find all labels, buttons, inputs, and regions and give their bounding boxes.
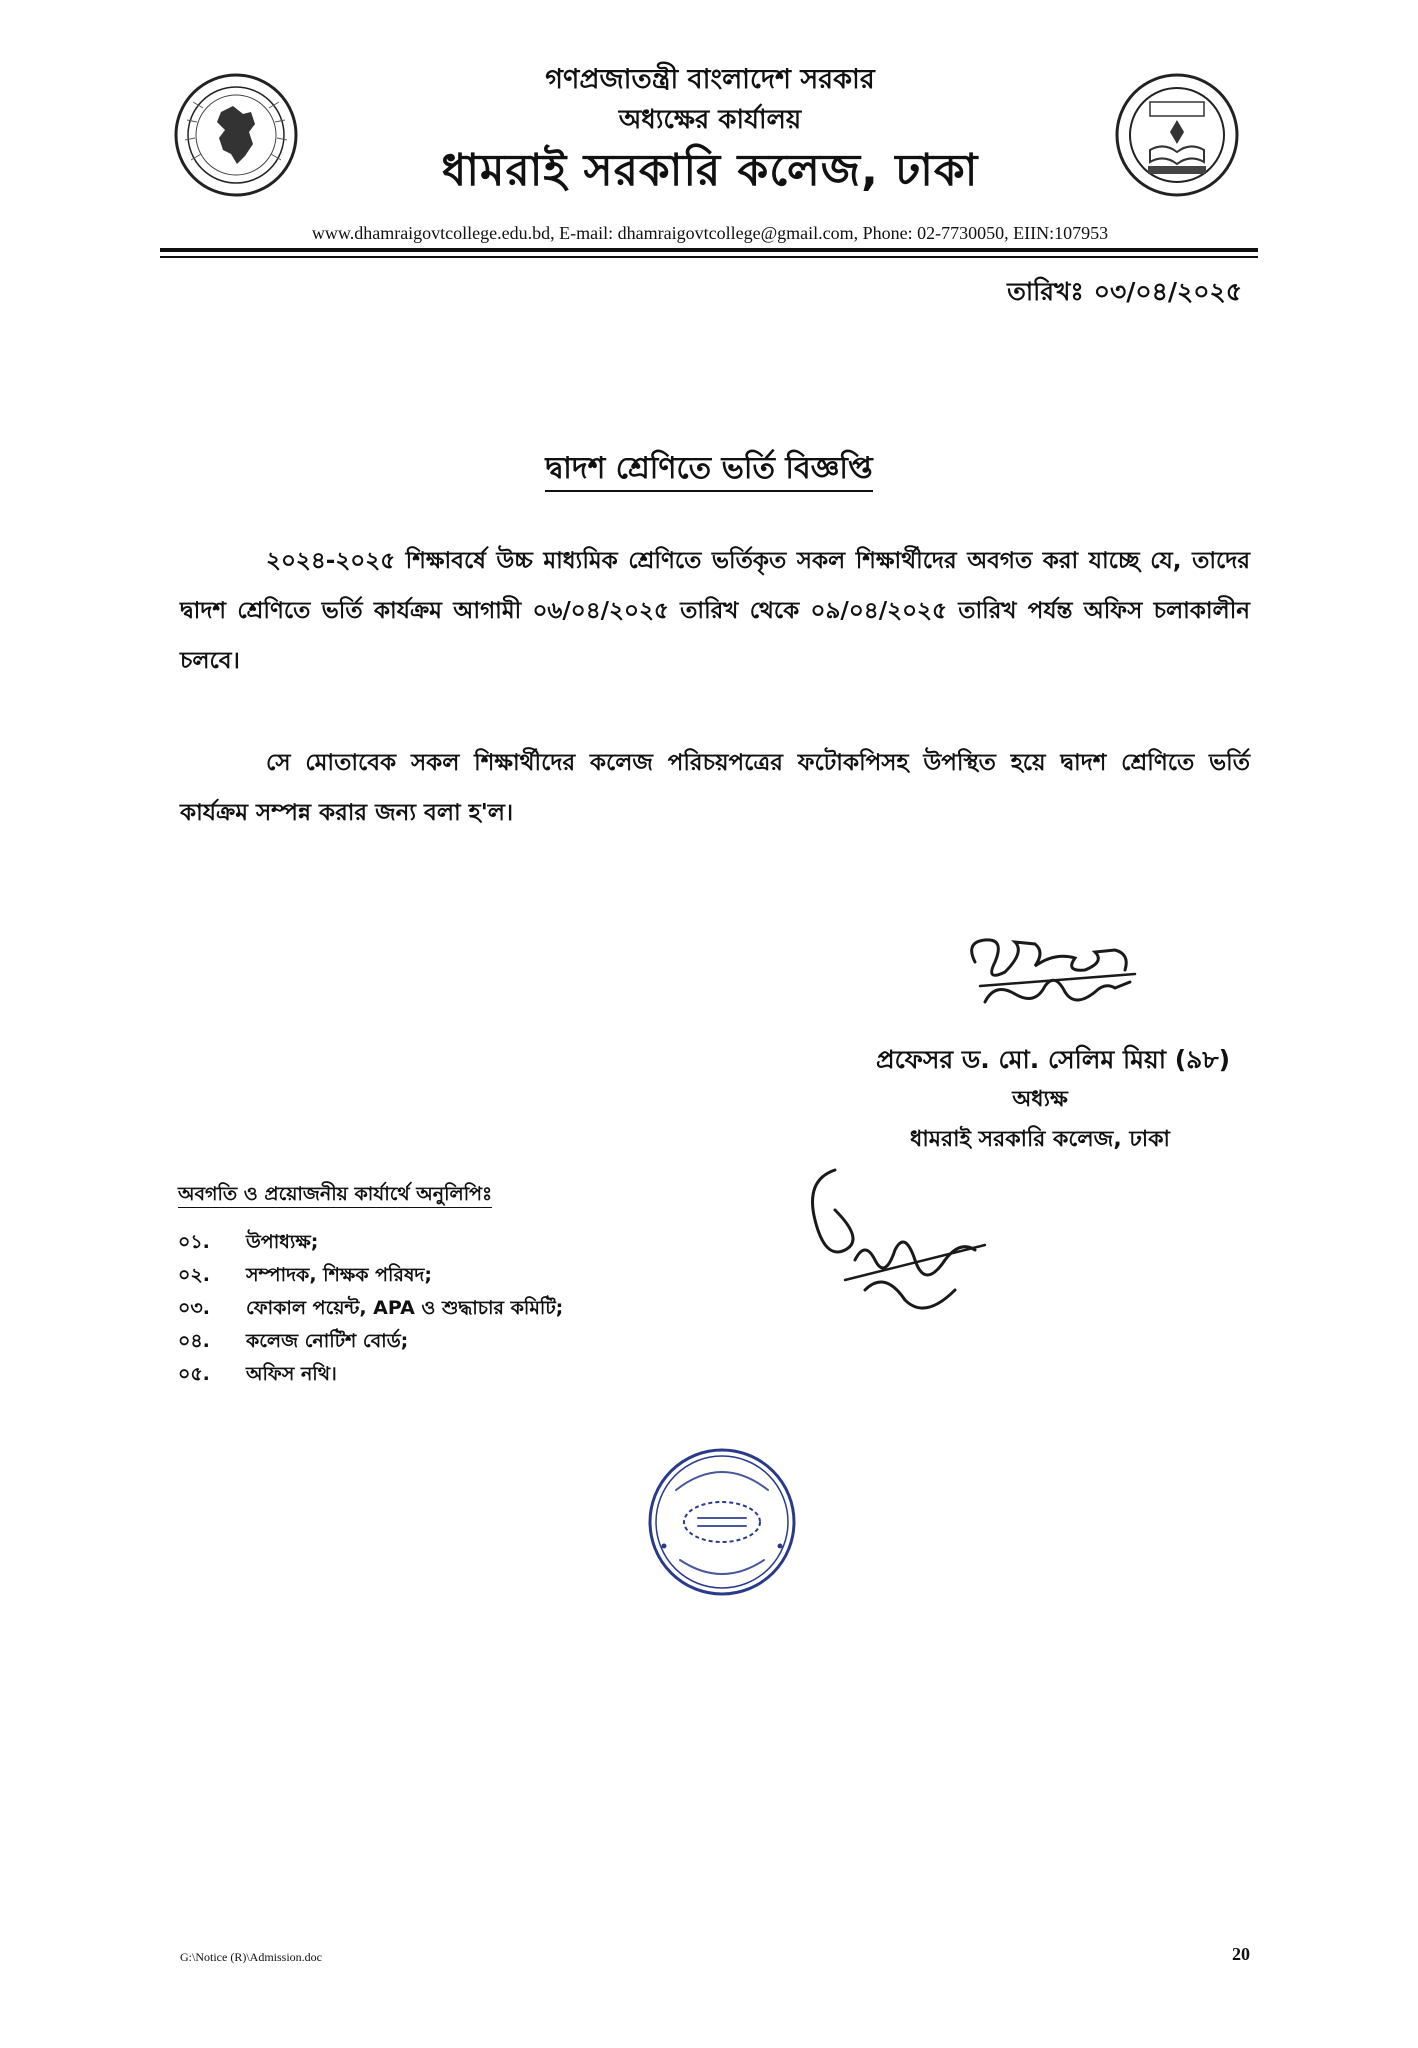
list-item — [178, 1226, 563, 1259]
list-item-text: সম্পাদক, শিক্ষক পরিষদ; — [246, 1264, 432, 1286]
signatory-organization: ধামরাই সরকারি কলেজ, ঢাকা — [910, 1127, 1170, 1152]
list-item-text: উপাধ্যক্ষ; — [246, 1231, 319, 1253]
signatory-name: প্রফেসর ড. মো. সেলিম মিয়া (৯৮) — [875, 1045, 1230, 1074]
contact-info: www.dhamraigovtcollege.edu.bd, E-mail: dhamraigovtcollege@gmail.com, Phone: 02-7730050, EIIN:107953 — [311, 223, 1109, 243]
handwritten-initials — [795, 1150, 995, 1340]
list-item — [178, 1358, 563, 1391]
list-item-number: ০৫. — [178, 1363, 210, 1385]
copies-list — [178, 1226, 563, 1391]
list-item-text: অফিস নথি। — [246, 1363, 337, 1385]
signatory-block — [820, 1040, 1260, 1160]
header-divider-thin — [160, 256, 1258, 258]
college-name: ধামরাই সরকারি কলেজ, ঢাকা — [441, 145, 979, 196]
list-item — [178, 1292, 563, 1325]
list-item-text: ফোকাল পয়েন্ট, APA ও শুদ্ধাচার কমিটি; — [246, 1297, 564, 1319]
list-item-number: ০২. — [178, 1264, 210, 1286]
letterhead — [330, 62, 1090, 200]
footer-file-path: G:\Notice (R)\Admission.doc — [180, 1950, 322, 1964]
notice-title-text: দ্বাদশ শ্রেণিতে ভর্তি বিজ্ঞপ্তি — [545, 451, 872, 492]
government-name: গণপ্রজাতন্ত্রী বাংলাদেশ সরকার — [545, 64, 875, 95]
office-name: অধ্যক্ষের কার্যালয় — [618, 105, 802, 135]
list-item-text: কলেজ নোটিশ বোর্ড; — [246, 1330, 409, 1352]
college-logo — [1114, 72, 1240, 198]
copies-heading — [178, 1180, 492, 1212]
notice-paragraph-2: সে মোতাবেক সকল শিক্ষার্থীদের কলেজ পরিচয়পত্রের ফটোকপিসহ উপস্থিত হয়ে দ্বাদশ শ্রেণিতে ভর্তি কার্যক্রম সম্পন্ন করার জন্য বলা হ'ল। — [180, 750, 1250, 826]
signatory-title: অধ্যক্ষ — [1012, 1087, 1068, 1112]
list-item-number: ০১. — [178, 1231, 210, 1253]
list-item-number: ০৩. — [178, 1297, 210, 1319]
list-item — [178, 1259, 563, 1292]
notice-title — [0, 444, 1418, 495]
copies-heading-text: অবগতি ও প্রয়োজনীয় কার্যার্থে অনুলিপিঃ — [178, 1183, 492, 1208]
notice-paragraph-1: ২০২৪-২০২৫ শিক্ষাবর্ষে উচ্চ মাধ্যমিক শ্রেণিতে ভর্তিকৃত সকল শিক্ষার্থীদের অবগত করা যাচ্ছে যে, তাদের দ্বাদশ শ্রেণিতে ভর্তি কার্যক্রম আগামী ০৬/০৪/২০২৫ তারিখ থেকে ০৯/০৪/২০২৫ তারিখ পর্যন্ত অফিস চলাকালীন চলবে। — [180, 548, 1250, 674]
footer-page-number: 20 — [1232, 1944, 1250, 1964]
list-item — [178, 1325, 563, 1358]
list-item-number: ০৪. — [178, 1330, 210, 1352]
header-divider-thick — [160, 248, 1258, 252]
principal-signature — [955, 922, 1145, 1032]
notice-date — [997, 272, 1242, 315]
date-label: তারিখঃ — [1007, 277, 1084, 306]
date-value: ০৩/০৪/২০২৫ — [1093, 277, 1242, 306]
government-seal-logo — [173, 72, 299, 198]
college-office-stamp — [646, 1446, 798, 1598]
